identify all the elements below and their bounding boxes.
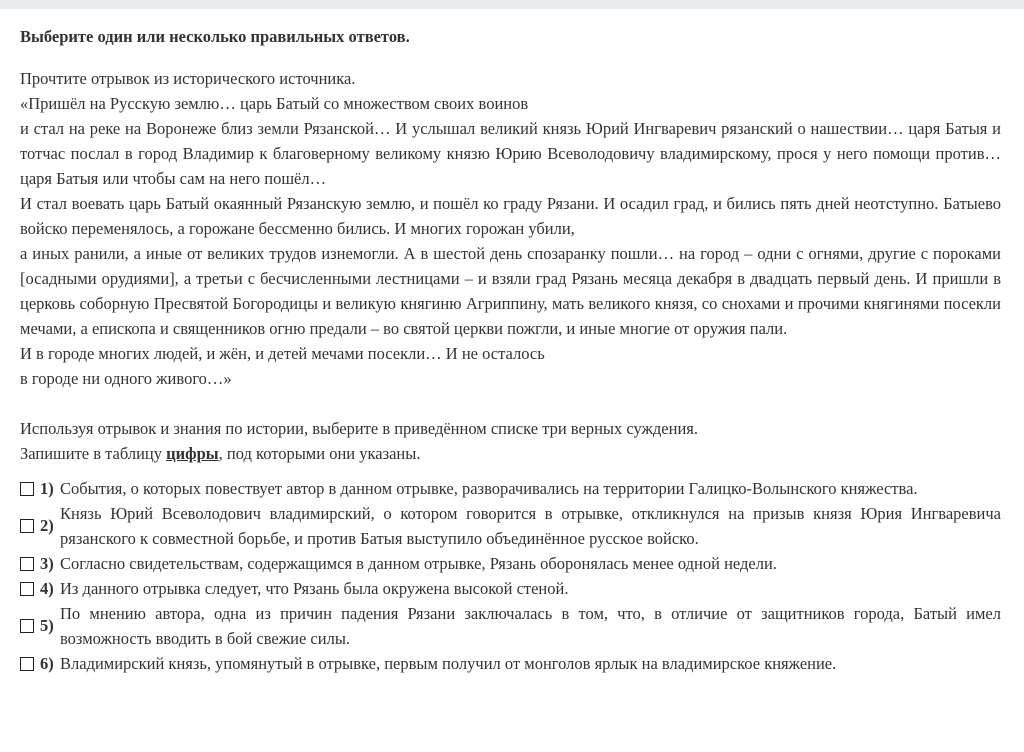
answer-option-2 — [20, 501, 1001, 551]
question-instruction: Выберите один или несколько правильных ответов. — [20, 27, 410, 46]
answer-option-1 — [20, 476, 1001, 501]
top-bar — [0, 0, 1024, 9]
source-paragraph: «Пришёл на Русскую землю… царь Батый со множеством своих воинов — [20, 94, 529, 113]
answer-option-4 — [20, 576, 1001, 601]
source-paragraph: и стал на реке на Воронеже близ земли Рязанской… И услышал великий князь Юрий Ингваревич рязанский о нашествии… царя Батыя и тотчас послал в город Владимир к благоверному великому князю Юрию Всеволодовичу владимирскому, прося у него помощи против… царя Батыя или чтобы сам на него пошёл… — [20, 119, 1001, 188]
option-text: Из данного отрывка следует, что Рязань была окружена высокой стеной. — [60, 579, 569, 598]
option-text: Согласно свидетельствам, содержащимся в данном отрывке, Рязань оборонялась менее одной недели. — [60, 554, 777, 573]
option-number: 3) — [40, 553, 54, 573]
option-text: Князь Юрий Всеволодович владимирский, о котором говорится в отрывке, откликнулся на призыв князя Юрия Ингваревича рязанского к совместной борьбе, и против Батыя выступило объединённое русское войско. — [60, 504, 1001, 548]
source-paragraph: а иных ранили, а иные от великих трудов изнемогли. А в шестой день спозаранку пошли… на город – одни с огнями, другие с пороками [осадными орудиями], а третьи с бесчисленными лестницами – и взяли град Рязань месяца декабря в двадцать первый день. И пришли в церковь соборную Пресвятой Богородицы и великую княгиню Агриппину, мать великого князя, со снохами и прочими княгинями посекли мечами, а епископа и священников огню предали – во святой церкви пожгли, и иные многие от оружия пали. — [20, 244, 1001, 338]
digits-emphasis: цифры — [166, 444, 219, 463]
source-paragraph: И стал воевать царь Батый окаянный Рязанскую землю, и пошёл ко граду Рязани. И осадил град, и бились пять дней неотступно. Батыево войско переменялось, а горожане бессменно бились. И многих горожан убили, — [20, 194, 1001, 238]
task-line-prefix: Запишите в таблицу — [20, 444, 167, 463]
answer-option-5 — [20, 601, 1001, 651]
option-text: События, о которых повествует автор в данном отрывке, разворачивались на территории Галицко-Волынского княжества. — [60, 479, 918, 498]
source-paragraph: И в городе многих людей, и жён, и детей мечами посекли… И не осталось — [20, 344, 545, 363]
source-paragraph: в городе ни одного живого…» — [20, 369, 232, 388]
answer-option-3 — [20, 551, 1001, 576]
answer-checkbox-3[interactable] — [20, 557, 34, 571]
task-line-suffix: , под которыми они указаны. — [218, 444, 421, 463]
option-number: 4) — [40, 578, 54, 598]
option-text: По мнению автора, одна из причин падения Рязани заключалась в том, что, в отличие от защитников города, Батый имел возможность вводить в бой свежие силы. — [60, 604, 1001, 648]
answer-checkbox-5[interactable] — [20, 619, 34, 633]
option-number: 2) — [40, 516, 54, 535]
question-content — [20, 26, 1001, 676]
answer-checkbox-4[interactable] — [20, 582, 34, 596]
source-text — [20, 66, 1001, 391]
answer-checkbox-1[interactable] — [20, 482, 34, 496]
option-number: 1) — [40, 478, 54, 498]
answer-option-6 — [20, 651, 1001, 676]
task-text — [20, 416, 1001, 466]
answer-checkbox-6[interactable] — [20, 657, 34, 671]
task-line — [20, 441, 1001, 466]
option-text: Владимирский князь, упомянутый в отрывке, первым получил от монголов ярлык на владимирское княжение. — [60, 654, 837, 673]
task-line: Используя отрывок и знания по истории, выберите в приведённом списке три верных суждения. — [20, 419, 698, 438]
answer-options — [20, 476, 1001, 676]
source-intro: Прочтите отрывок из исторического источника. — [20, 69, 356, 88]
option-number: 6) — [40, 653, 54, 673]
answer-checkbox-2[interactable] — [20, 519, 34, 533]
option-number: 5) — [40, 616, 54, 635]
